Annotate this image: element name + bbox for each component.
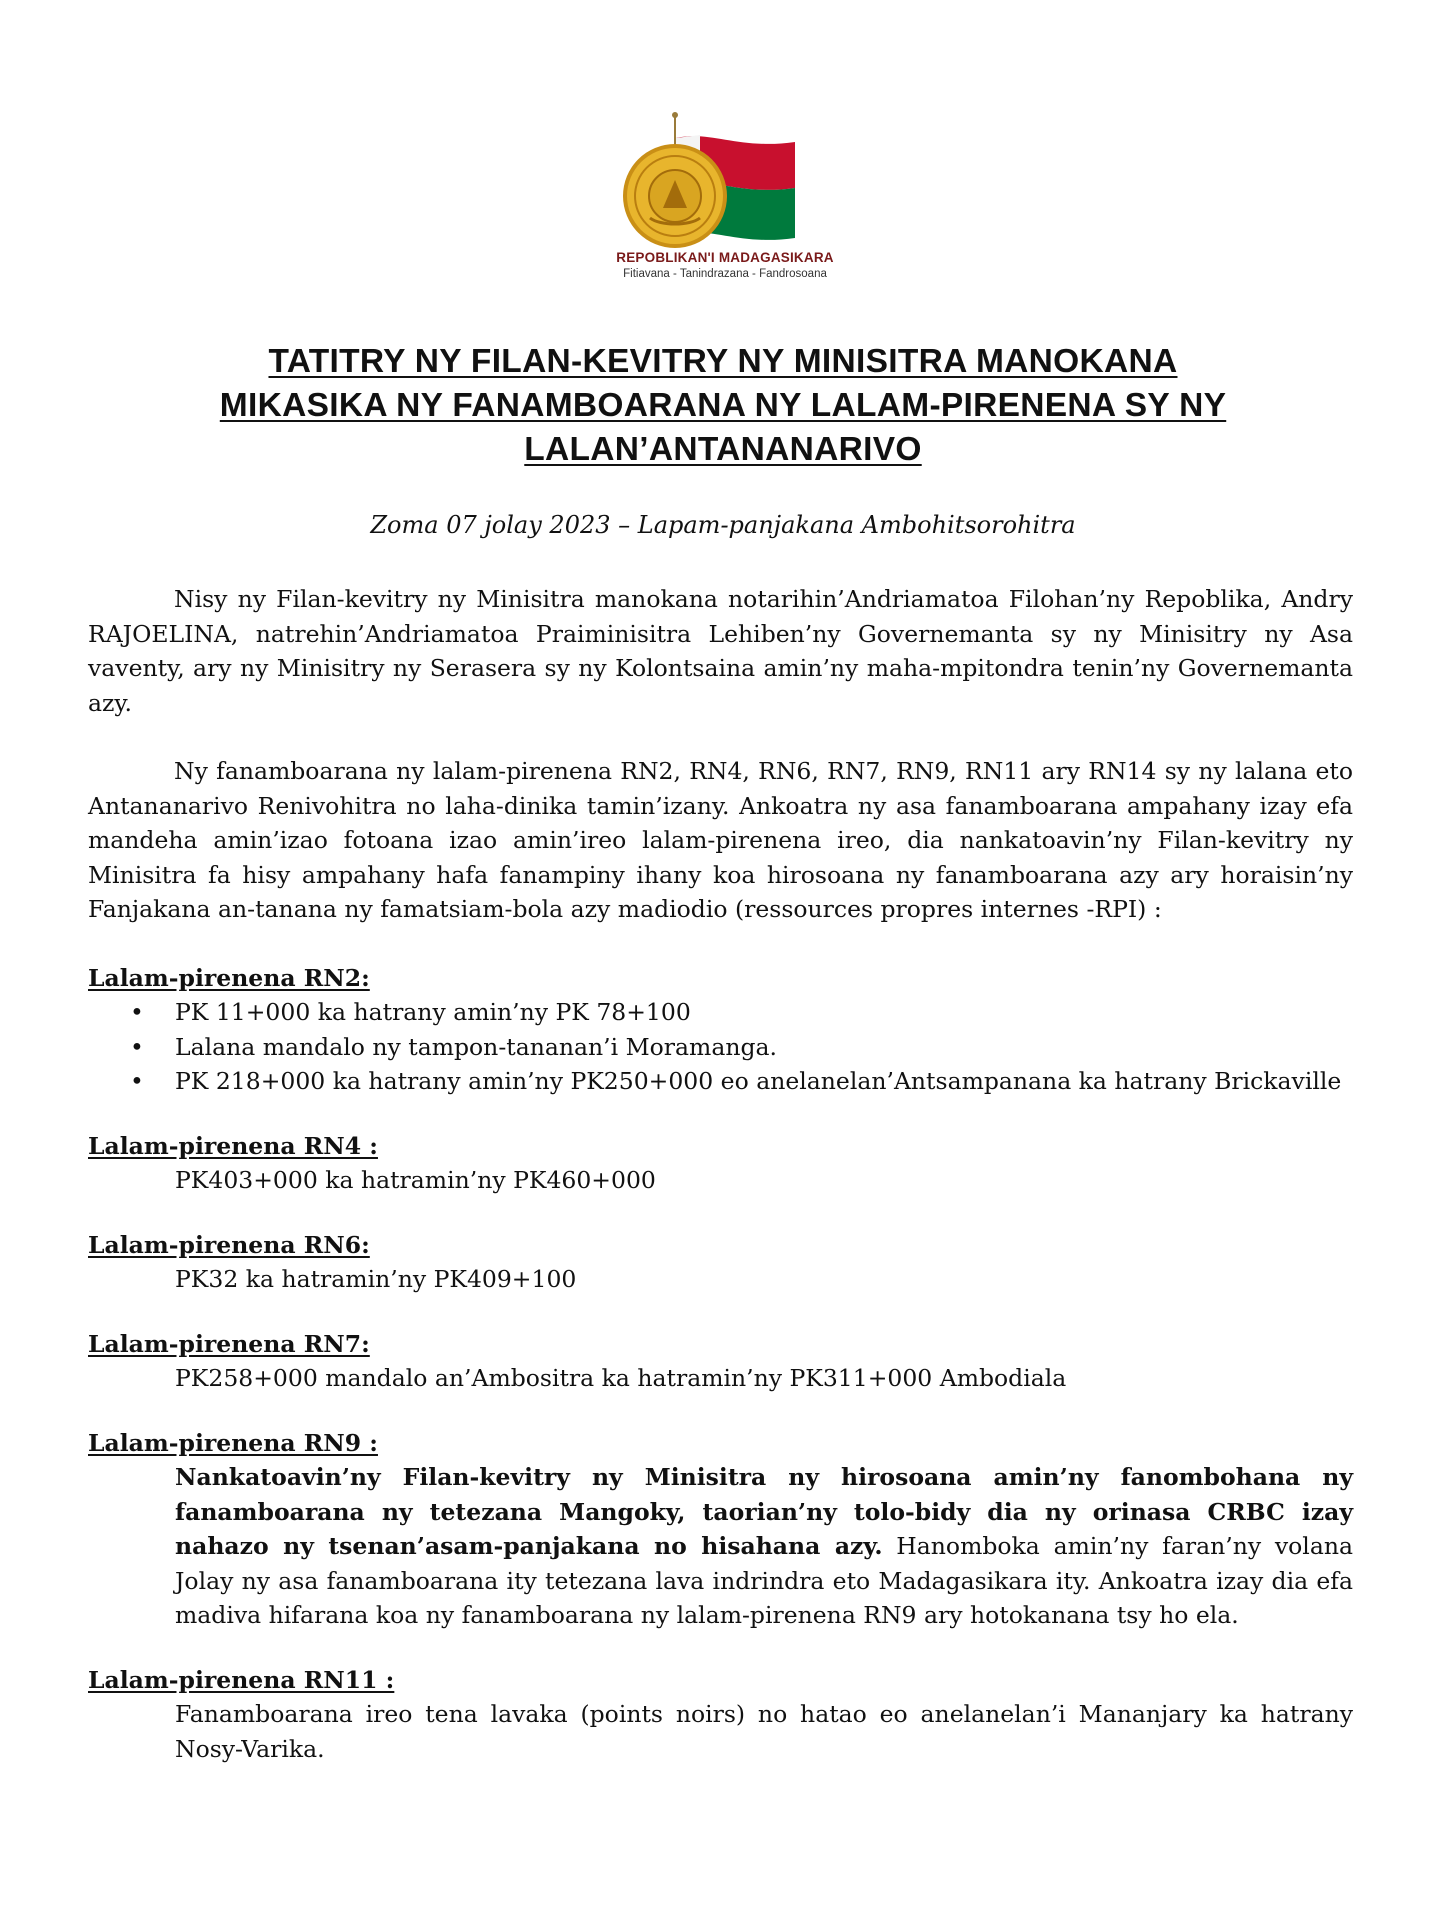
section-bold-text: Nankatoavin’ny Filan-kevitry ny Minisitra ny hirosoana amin’ny fanombohana ny fanamboarana ny tetezana Mangoky, taorian’ny tolo-bidy dia ny orinasa CRBC izay nahazo ny tsenan’asam-panjakana no hisahana azy. (175, 1463, 1353, 1560)
section-rn11 (88, 1663, 1353, 1767)
list-item: • PK 11+000 ka hatrany amin’ny PK 78+100 (175, 995, 1353, 1030)
republic-logo (580, 108, 870, 283)
section-rn6 (88, 1228, 1353, 1297)
logo-title: REPOBLIKAN'I MADAGASIKARA (616, 250, 834, 265)
section-text: PK403+000 ka hatramin’ny PK460+000 (175, 1166, 656, 1194)
section-heading: Lalam-pirenena RN6: (88, 1230, 370, 1259)
document-title (88, 340, 1358, 472)
section-rn7 (88, 1327, 1353, 1396)
list-item: • Lalana mandalo ny tampon-tananan’i Moramanga. (175, 1030, 1353, 1065)
dateline: Zoma 07 jolay 2023 – Lapam-panjakana Ambohitsorohitra (370, 511, 1076, 539)
paragraph-intro: Nisy ny Filan-kevitry ny Minisitra manokana notarihin’Andriamatoa Filohan’ny Repoblika, Andry RAJOELINA, natrehin’Andriamatoa Praiminisitra Lehiben’ny Governemanta sy ny Minisitry ny Asa vaventy, ary ny Minisitry ny Serasera sy ny Kolontsaina amin’ny maha-mpitondra tenin’ny Governemanta azy. (88, 585, 1353, 717)
section-rn9 (88, 1426, 1353, 1633)
title-line-3: LALAN’ANTANANARIVO (524, 431, 922, 468)
section-text: PK32 ka hatramin’ny PK409+100 (175, 1265, 577, 1293)
title-line-1: TATITRY NY FILAN-KEVITRY NY MINISITRA MANOKANA (268, 343, 1178, 380)
section-heading: Lalam-pirenena RN4 : (88, 1131, 378, 1160)
paragraph-roads: Ny fanamboarana ny lalam-pirenena RN2, RN4, RN6, RN7, RN9, RN11 ary RN14 sy ny lalana eto Antananarivo Renivohitra no laha-dinika tamin’izany. Ankoatra ny asa fanamboarana ampahany izay efa mandeha amin’izao fotoana izao amin’ireo lalam-pirenena ireo, dia nankatoavin’ny Filan-kevitry ny Minisitra fa hisy ampahany hafa fanampiny ihany koa hirosoana ny fanamboarana azy ary horaisin’ny Fanjakana an-tanana ny famatsiam-bola azy madiodio (ressources propres internes -RPI) : (88, 757, 1353, 923)
section-heading: Lalam-pirenena RN11 : (88, 1665, 395, 1694)
section-rn2 (88, 961, 1353, 1099)
seal-and-flag-icon (580, 108, 870, 248)
list-item: • PK 218+000 ka hatrany amin’ny PK250+000 eo anelanelan’Antsampanana ka hatrany Brickaville (175, 1064, 1353, 1099)
section-heading: Lalam-pirenena RN2: (88, 963, 370, 992)
section-text (88, 1460, 1353, 1633)
section-normal-text: Hanomboka amin’ny faran’ny volana Jolay ny asa fanamboarana ity tetezana lava indrindra eto Madagasikara ity. Ankoatra izay dia efa madiva hifarana koa ny fanamboarana ny lalam-pirenena RN9 ary hotokanana tsy ho ela. (175, 1532, 1353, 1629)
section-rn4 (88, 1129, 1353, 1198)
section-heading: Lalam-pirenena RN7: (88, 1329, 370, 1358)
rn2-list (88, 995, 1353, 1099)
section-text: PK258+000 mandalo an’Ambositra ka hatramin’ny PK311+000 Ambodiala (175, 1364, 1067, 1392)
section-heading: Lalam-pirenena RN9 : (88, 1428, 378, 1457)
section-text: Fanamboarana ireo tena lavaka (points noirs) no hatao eo anelanelan’i Mananjary ka hatrany Nosy-Varika. (175, 1700, 1353, 1763)
logo-motto: Fitiavana - Tanindrazana - Fandrosoana (623, 268, 827, 280)
title-line-2: MIKASIKA NY FANAMBOARANA NY LALAM-PIRENENA SY NY (219, 387, 1227, 424)
document-body (88, 582, 1353, 1796)
